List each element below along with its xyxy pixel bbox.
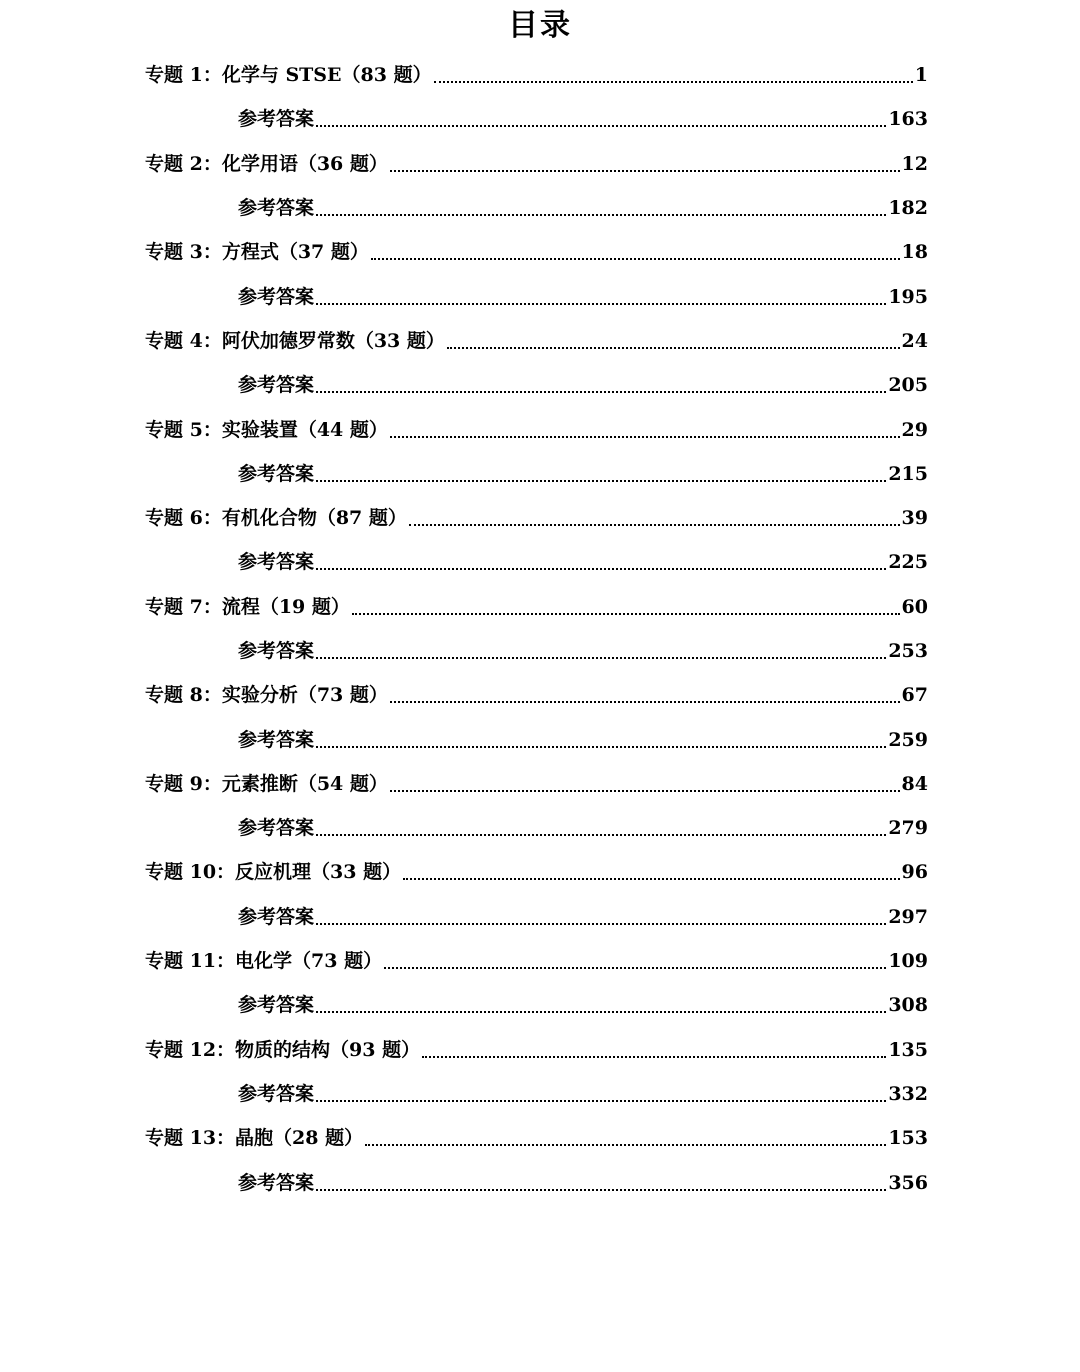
dot-leader (316, 195, 886, 221)
toc-answer-row[interactable] (0, 452, 928, 496)
toc-chapter-row[interactable] (0, 762, 928, 806)
toc-chapter-label: 专题 5：实验装置（44 题） (145, 418, 388, 441)
toc-chapter-row[interactable] (0, 142, 928, 186)
toc-answer-page-number: 308 (888, 994, 928, 1017)
toc-chapter-label: 专题 3：方程式（37 题） (145, 241, 369, 264)
toc-chapter-page-number: 18 (901, 241, 928, 264)
toc-answer-row[interactable] (0, 717, 928, 761)
toc-answer-page-number: 279 (888, 817, 928, 840)
toc-answer-label: 参考答案 (238, 905, 315, 928)
dot-leader (390, 151, 900, 177)
toc-chapter-page-number: 84 (901, 772, 928, 795)
dot-leader (409, 505, 900, 531)
toc-answer-row[interactable] (0, 97, 928, 141)
toc-answer-label: 参考答案 (238, 817, 315, 840)
table-of-contents (0, 53, 1080, 1205)
toc-answer-page-number: 259 (888, 728, 928, 751)
toc-chapter-page-number: 1 (914, 64, 928, 87)
toc-chapter-label: 专题 6：有机化合物（87 题） (145, 507, 407, 530)
dot-leader (316, 372, 886, 398)
toc-answer-row[interactable] (0, 186, 928, 230)
toc-chapter-label: 专题 1：化学与 STSE（83 题） (145, 64, 432, 87)
dot-leader (316, 549, 886, 575)
toc-chapter-page-number: 29 (901, 418, 928, 441)
dot-leader (371, 239, 900, 265)
toc-answer-page-number: 215 (888, 462, 928, 485)
toc-chapter-label: 专题 11：电化学（73 题） (145, 950, 383, 973)
toc-answer-row[interactable] (0, 363, 928, 407)
toc-answer-page-number: 332 (888, 1082, 928, 1105)
toc-chapter-page-number: 67 (901, 684, 928, 707)
toc-chapter-label: 专题 7：流程（19 题） (145, 595, 350, 618)
toc-answer-row[interactable] (0, 540, 928, 584)
toc-chapter-label: 专题 10：反应机理（33 题） (145, 861, 402, 884)
dot-leader (365, 1125, 886, 1151)
toc-answer-label: 参考答案 (238, 994, 315, 1017)
dot-leader (316, 638, 886, 664)
dot-leader (384, 948, 886, 974)
toc-answer-label: 参考答案 (238, 374, 315, 397)
dot-leader (434, 62, 913, 88)
toc-chapter-row[interactable] (0, 407, 928, 451)
toc-answer-label: 参考答案 (238, 197, 315, 220)
toc-chapter-page-number: 12 (901, 152, 928, 175)
toc-answer-row[interactable] (0, 274, 928, 318)
toc-answer-row[interactable] (0, 629, 928, 673)
toc-chapter-page-number: 153 (888, 1127, 928, 1150)
toc-chapter-label: 专题 8：实验分析（73 题） (145, 684, 388, 707)
toc-chapter-page-number: 135 (888, 1038, 928, 1061)
toc-chapter-page-number: 60 (901, 595, 928, 618)
toc-answer-row[interactable] (0, 806, 928, 850)
dot-leader (390, 417, 900, 443)
toc-answer-label: 参考答案 (238, 285, 315, 308)
toc-answer-page-number: 163 (888, 108, 928, 131)
toc-answer-label: 参考答案 (238, 1171, 315, 1194)
toc-chapter-row[interactable] (0, 53, 928, 97)
toc-answer-page-number: 356 (888, 1171, 928, 1194)
dot-leader (403, 859, 899, 885)
toc-answer-row[interactable] (0, 1160, 928, 1204)
toc-answer-page-number: 297 (888, 905, 928, 928)
toc-answer-label: 参考答案 (238, 551, 315, 574)
toc-answer-row[interactable] (0, 895, 928, 939)
dot-leader (316, 1170, 886, 1196)
toc-chapter-label: 专题 4：阿伏加德罗常数（33 题） (145, 329, 445, 352)
dot-leader (316, 727, 886, 753)
dot-leader (316, 284, 886, 310)
toc-answer-label: 参考答案 (238, 728, 315, 751)
dot-leader (422, 1037, 886, 1063)
toc-answer-page-number: 182 (888, 197, 928, 220)
toc-chapter-label: 专题 2：化学用语（36 题） (145, 152, 388, 175)
toc-answer-page-number: 253 (888, 640, 928, 662)
dot-leader (316, 106, 886, 132)
toc-chapter-page-number: 109 (888, 950, 928, 973)
dot-leader (316, 461, 886, 487)
toc-answer-label: 参考答案 (238, 1082, 315, 1105)
toc-answer-label: 参考答案 (238, 462, 315, 485)
dot-leader (316, 1081, 886, 1107)
toc-answer-page-number: 195 (888, 285, 928, 308)
dot-leader (352, 594, 900, 620)
toc-answer-label: 参考答案 (238, 108, 315, 131)
toc-chapter-row[interactable] (0, 673, 928, 717)
toc-chapter-row[interactable] (0, 939, 928, 983)
toc-chapter-label: 专题 12：物质的结构（93 题） (145, 1038, 421, 1061)
page-title: 目录 (508, 8, 572, 43)
toc-answer-row[interactable] (0, 1072, 928, 1116)
toc-chapter-label: 专题 13：晶胞（28 题） (145, 1127, 364, 1150)
toc-chapter-page-number: 24 (901, 329, 928, 352)
toc-chapter-row[interactable] (0, 585, 928, 629)
toc-chapter-page-number: 39 (901, 507, 928, 530)
toc-answer-page-number: 225 (888, 551, 928, 574)
dot-leader (316, 815, 886, 841)
toc-answer-row[interactable] (0, 983, 928, 1027)
dot-leader (390, 682, 900, 708)
dot-leader (390, 771, 900, 797)
toc-chapter-row[interactable] (0, 850, 928, 894)
toc-chapter-row[interactable] (0, 319, 928, 363)
toc-chapter-label: 专题 9：元素推断（54 题） (145, 772, 388, 795)
toc-chapter-row[interactable] (0, 1116, 928, 1160)
toc-answer-label: 参考答案 (238, 640, 315, 662)
dot-leader (447, 328, 900, 354)
dot-leader (316, 992, 886, 1018)
dot-leader (316, 904, 886, 930)
toc-chapter-row[interactable] (0, 230, 928, 274)
toc-answer-page-number: 205 (888, 374, 928, 397)
toc-chapter-row[interactable] (0, 1028, 928, 1072)
toc-chapter-page-number: 96 (901, 861, 928, 884)
toc-chapter-row[interactable] (0, 496, 928, 540)
